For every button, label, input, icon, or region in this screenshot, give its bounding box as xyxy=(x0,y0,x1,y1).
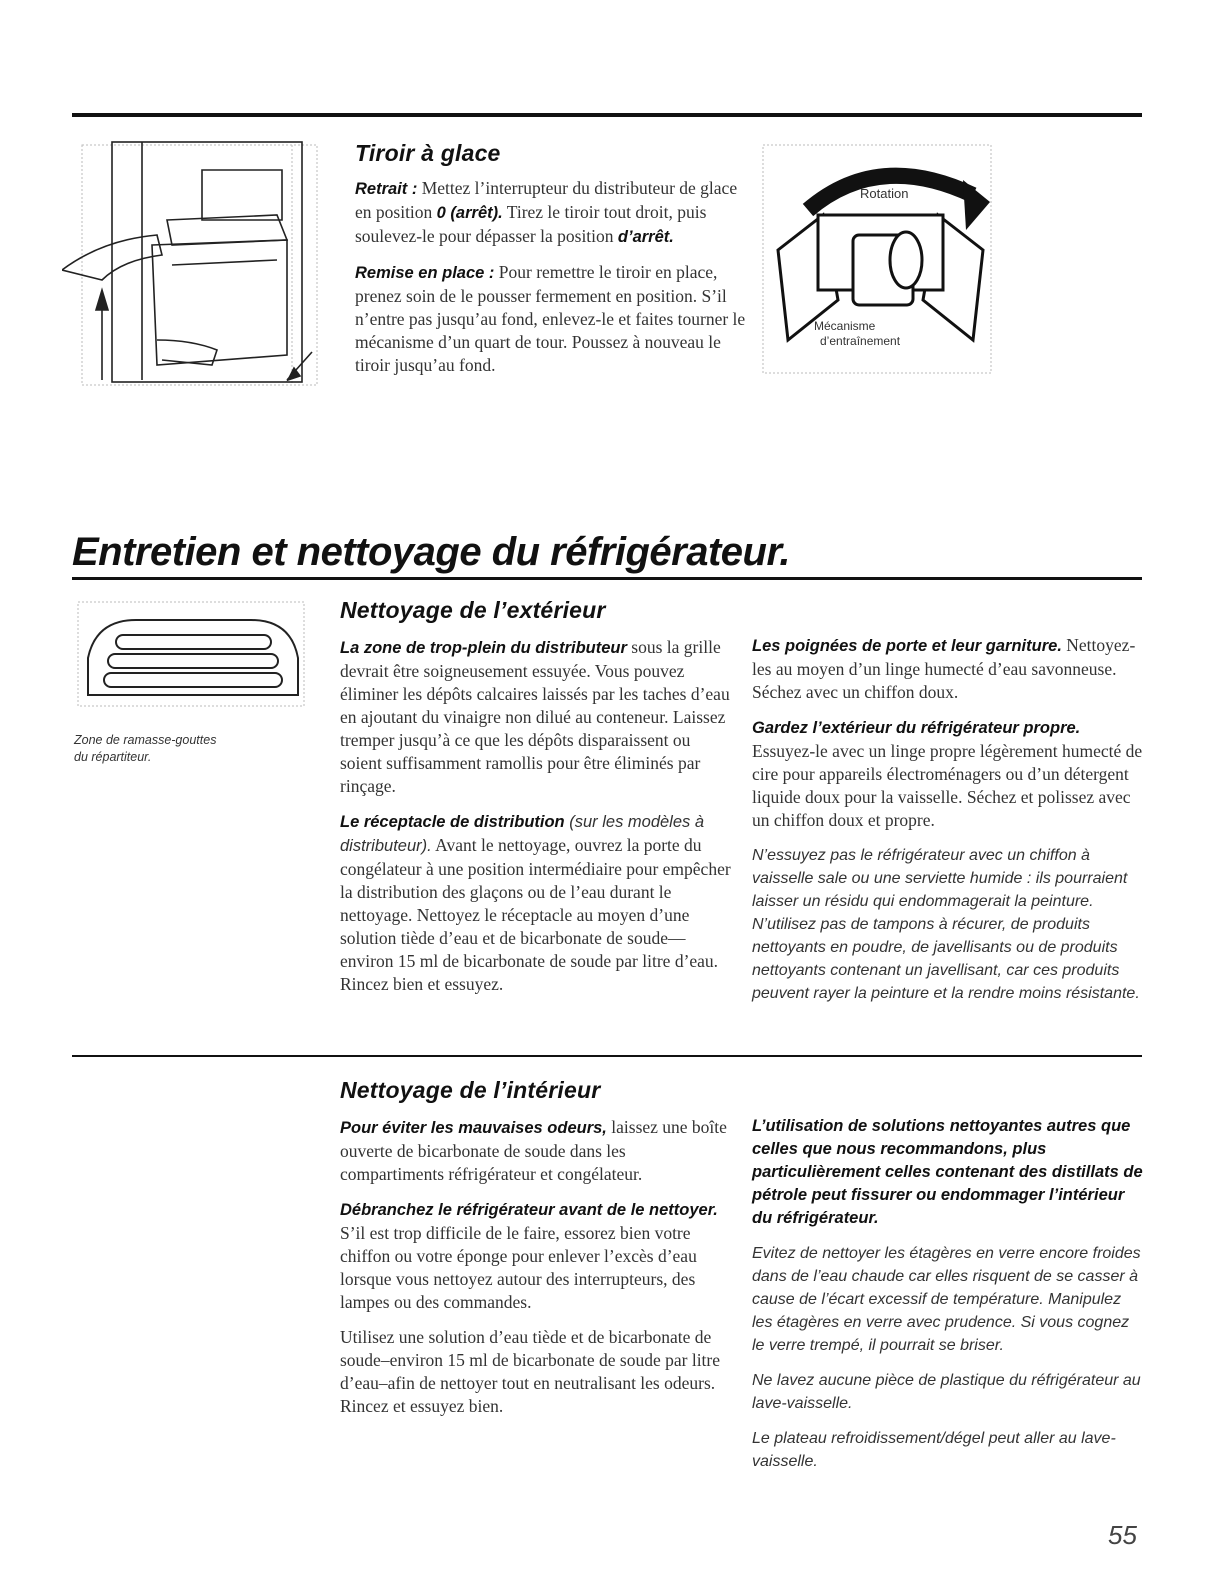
mechanism-label-1: Mécanisme xyxy=(814,319,876,333)
unplug-lead: Débranchez le réfrigérateur avant de le nettoyer. xyxy=(340,1201,718,1219)
door-handles-lead: Les poignées de porte et leur garniture. xyxy=(752,637,1062,655)
mid-rule xyxy=(72,1055,1142,1057)
dishwasher-note: Ne lavez aucune pièce de plastique du réfrigérateur au lave-vaisselle. xyxy=(752,1372,1141,1412)
unplug-paragraph xyxy=(340,1198,732,1314)
top-rule xyxy=(72,113,1142,117)
odors-text: laissez une boîte ouverte de bicarbonate de soude dans les compartiments réfrigérateur et congélateur. xyxy=(340,1117,727,1184)
door-handles-text: Nettoyez-les au moyen d’un linge humecté d’eau savonneuse. Séchez avec un chiffon doux. xyxy=(752,635,1136,702)
caption-line-2: du répartiteur. xyxy=(74,750,152,764)
drip-tray-illustration xyxy=(76,600,306,710)
rotation-label: Rotation xyxy=(860,186,909,201)
door-handles-paragraph xyxy=(752,634,1145,704)
tiroir-title: Tiroir à glace xyxy=(355,140,501,166)
remise-lead: Remise en place : xyxy=(355,264,495,282)
keep-clean-text: Essuyez-le avec un linge propre légèrement humecté de cire pour appareils électroménagers ou d’un détergent liquide doux pour la vaisselle. Séchez et polissez avec un chiffon doux et propre. xyxy=(752,741,1143,830)
glass-shelves-note: Evitez de nettoyer les étagères en verre encore froides dans de l’eau chaude car elles risquent de se casser à cause de l’écart excessif de température. Manipulez les étagères en verre avec prudence. Si vous cognez le verre trempé, il pourrait se briser. xyxy=(752,1245,1141,1354)
receptacle-models: (sur les modèles à distributeur). xyxy=(340,813,705,855)
retrait-lead: Retrait : xyxy=(355,180,418,198)
retrait-off-position: 0 (arrêt). xyxy=(436,204,503,222)
rotation-diagram xyxy=(758,140,998,380)
defrost-tray-note: Le plateau refroidissement/dégel peut aller au lave-vaisselle. xyxy=(752,1430,1116,1470)
retrait-text-a: Mettez l’interrupteur du distributeur de glace en position xyxy=(355,178,738,222)
odors-lead: Pour éviter les mauvaises odeurs, xyxy=(340,1119,607,1137)
receptacle-text: Avant le nettoyage, ouvrez la porte du congélateur à une position intermédiaire pour empêcher la distribution des glaçons ou de l’eau durant le nettoyage. Nettoyez le réceptacle au moyen d’une solution tiède d’eau et de bicarbonate de soude—environ 15 ml de bicarbonate de soude par litre d’eau. Rincez bien et essuyez. xyxy=(340,835,731,994)
receptacle-lead: Le réceptacle de distribution xyxy=(340,813,565,831)
interior-warning-bold: L’utilisation de solutions nettoyantes autres que celles que nous recommandons, plus particulièrement celles contenant des distillats de pétrole peut fissurer ou endommager l’intérieur du réfrigérateur. xyxy=(752,1117,1143,1227)
overflow-zone-paragraph xyxy=(340,636,732,798)
receptacle-paragraph xyxy=(340,810,732,996)
exterior-warning: N’essuyez pas le réfrigérateur avec un chiffon à vaisselle sale ou une serviette humide : ils pourraient laisser un résidu qui endommagerait la peinture. N’utilisez pas de tampons à récurer, de produits nettoyants en poudre, de javellisants ou de produits nettoyants contenant un javellisant, car ces produits peuvent rayer la peinture et la rendre moins résistante. xyxy=(752,847,1140,1002)
keep-clean-lead: Gardez l’extérieur du réfrigérateur propre. xyxy=(752,719,1081,737)
tiroir-retrait-paragraph xyxy=(355,177,755,249)
drip-tray-caption xyxy=(74,732,304,766)
ice-drawer-illustration xyxy=(62,140,324,390)
remise-text: Pour remettre le tiroir en place, prenez soin de le pousser fermement en position. S’il n’entre pas jusqu’au fond, enlevez-le et faites tourner le mécanisme d’un quart de tour. Poussez à nouveau le tiroir jusqu’au fond. xyxy=(355,262,746,375)
page-number: 55 xyxy=(1108,1520,1137,1550)
overflow-zone-lead: La zone de trop-plein du distributeur xyxy=(340,639,627,657)
retrait-text-c: Tirez le tiroir tout droit, puis soulevez-le pour dépasser la position xyxy=(355,202,707,246)
tiroir-remise-paragraph xyxy=(355,261,755,377)
overflow-zone-text: sous la grille devrait être soigneusement essuyée. Vous pouvez éliminer les dépôts calcaires laissés par les taches d’eau en ajoutant du vinaigre non dilué au conteneur. Laissez tremper jusqu’à ce que les dépôts disparaissent ou soient suffisamment ramollis pour être éliminés par rinçage. xyxy=(340,637,730,796)
odors-paragraph xyxy=(340,1116,732,1186)
unplug-text: S’il est trop difficile de le faire, essorez bien votre chiffon ou votre éponge pour enlever l’excès d’eau lorsque vous nettoyez autour des interrupteurs, des lampes ou des commandes. xyxy=(340,1223,697,1312)
interieur-title: Nettoyage de l’intérieur xyxy=(340,1077,601,1103)
keep-clean-paragraph xyxy=(752,716,1145,832)
solution-paragraph: Utilisez une solution d’eau tiède et de bicarbonate de soude–environ 15 ml de bicarbonate de soude par litre d’eau–afin de nettoyer tout en neutralisant les odeurs. Rincez et essuyez bien. xyxy=(340,1327,721,1416)
exterieur-title: Nettoyage de l’extérieur xyxy=(340,597,606,623)
mechanism-label-2: d’entraînement xyxy=(820,334,901,348)
section-rule xyxy=(72,577,1142,580)
section-title: Entretien et nettoyage du réfrigérateur. xyxy=(72,530,790,574)
retrait-stop: d’arrêt. xyxy=(617,228,674,246)
caption-line-1: Zone de ramasse-gouttes xyxy=(74,733,217,747)
